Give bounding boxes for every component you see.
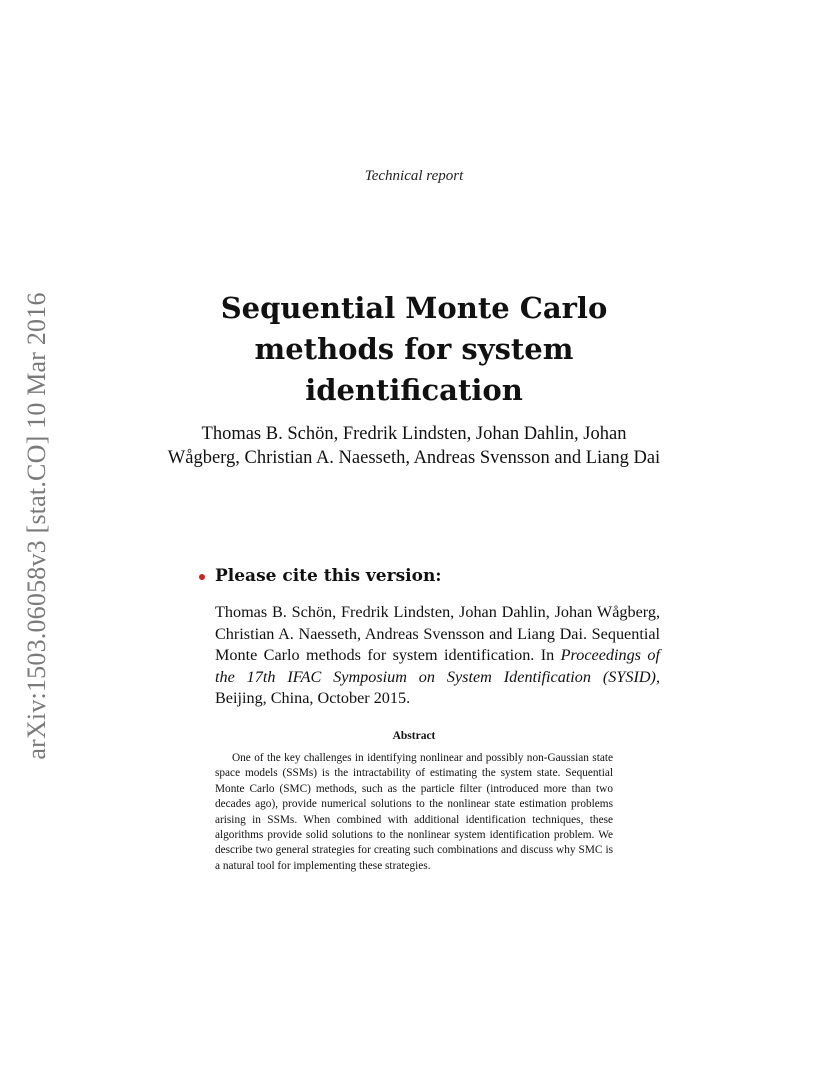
abstract-heading: Abstract (392, 730, 436, 742)
bullet-icon (199, 574, 205, 580)
citation-location-date: , Beijing, China, October 2015. (215, 667, 660, 707)
abstract-body: One of the key challenges in identifying nonlinear and possibly non-Gaussian state space models (SSMs) is the intractability of estimating the system state. Sequential Monte Carlo (SMC) methods, such as the particle filter (introduced more than two decades ago), provide numerical solutions to the nonlinear state estimation problems arising in SSMs. When combined with additional identification techniques, these algorithms provide solid solutions to the nonlinear system identification problem. We describe two general strategies for creating such combinations and discuss why SMC is a natural tool for implementing these strategies. (215, 752, 613, 872)
report-type-label: Technical report (364, 168, 464, 184)
paper-title: Sequential Monte Carlo methods for system identification (220, 291, 608, 407)
citation-venue: Proceedings of the 17th IFAC Symposium on System Identification (SYSID) (215, 646, 660, 686)
citation-authors-title: Thomas B. Schön, Fredrik Lindsten, Johan Dahlin, Johan Wågberg, Christian A. Naesseth, Andreas Svensson and Liang Dai. Sequential Monte Carlo methods for system identification. In (215, 603, 660, 664)
author-list: Thomas B. Schön, Fredrik Lindsten, Johan Dahlin, Johan Wågberg, Christian A. Naesseth, Andreas Svensson and Liang Dai (167, 424, 661, 468)
arxiv-identifier: arXiv:1503.06058v3 [stat.CO] 10 Mar 2016 (22, 292, 51, 760)
citation-text (215, 602, 660, 710)
cite-heading-text: Please cite this version: (215, 566, 442, 586)
cite-heading (199, 566, 442, 586)
